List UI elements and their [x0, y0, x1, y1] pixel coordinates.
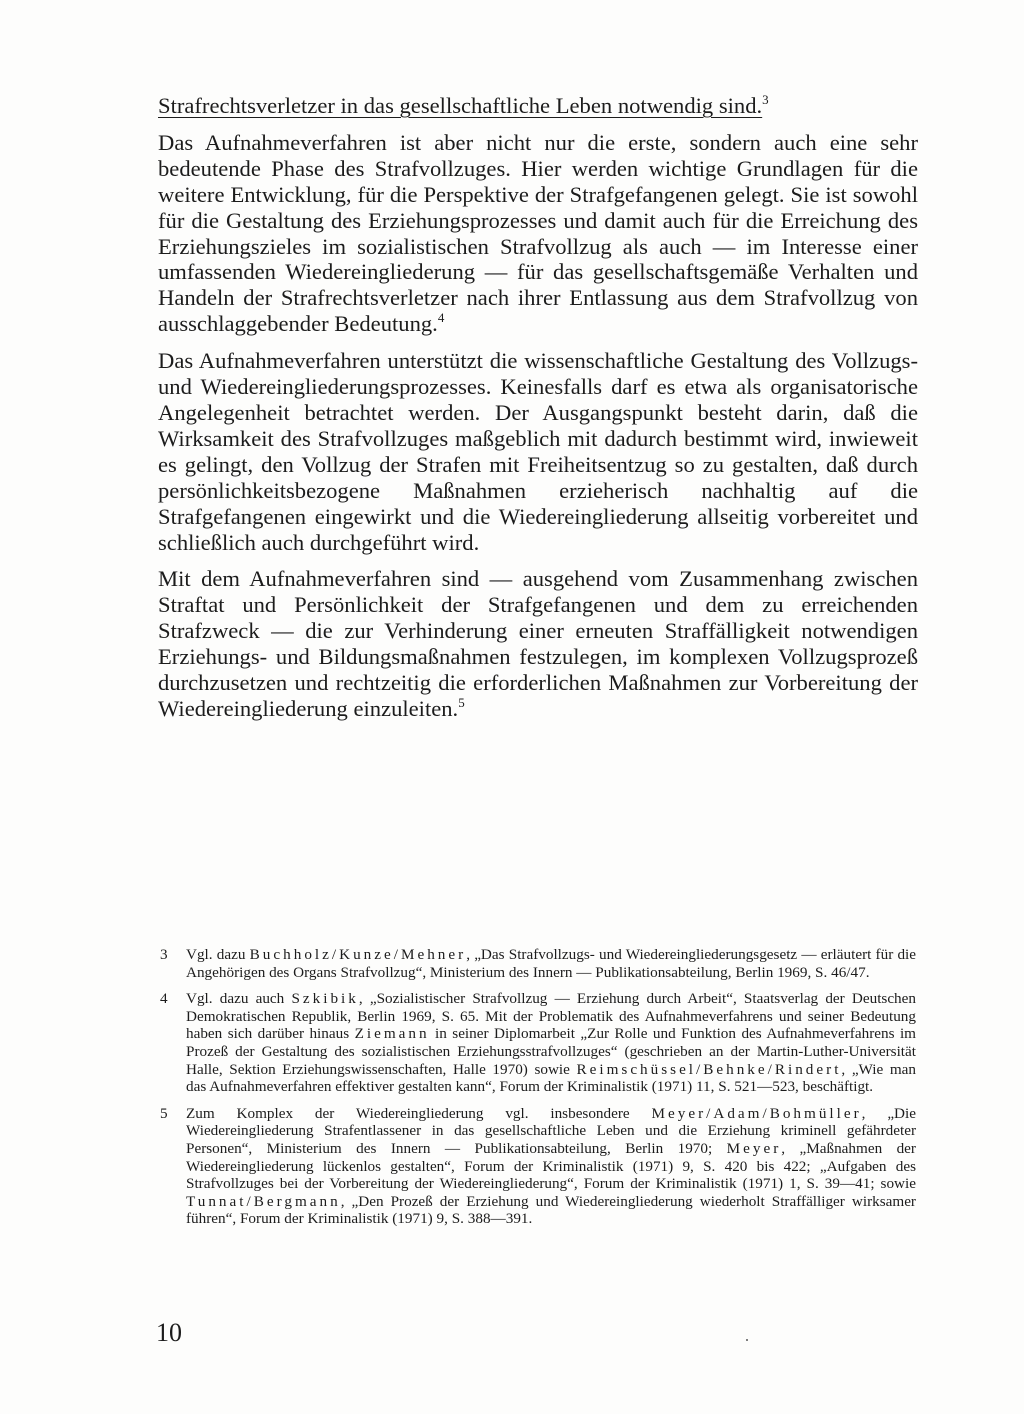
- stray-mark: [746, 1339, 748, 1341]
- paragraph-1-text: Strafrechtsverletzer in das gesellschaftliche Leben notwendig sind.: [158, 93, 763, 118]
- footnote-authors: Szkibik: [291, 990, 359, 1008]
- footnote-authors: Tunnat/Bergmann: [186, 1192, 341, 1210]
- footnote-text: in seiner Diplomarbeit „Zur Rolle und Funktion des Aufnahmeverfahrens im Prozeß der Gestaltung des sozialistischen Erziehungsstrafvollzuges“ (geschrieben an der Martin-Luther-Universität Halle, Sektion Erziehungswissenschaften, Halle 1970) sowie: [186, 1025, 916, 1078]
- footnote-authors: Meyer: [726, 1139, 782, 1157]
- footnote-text: , „Den Prozeß der Erziehung und Wiedereingliederung wiederholt Straffälliger wirksamer führen“, Forum der Kriminalistik (1971) 9, S. 388—391.: [186, 1192, 916, 1228]
- paragraph-3-text: Das Aufnahmeverfahren unterstützt die wissenschaftliche Gestaltung des Vollzugs- und Wiedereingliederungsprozesses. Keinesfalls darf es etwa als organisatorische Angelegenheit betrachtet werden. Der Ausgangspunkt besteht darin, daß die Wirksamkeit des Strafvollzuges maßgeblich mit dadurch bestimmt wird, inwieweit es gelingt, den Vollzug der Strafen mit Freiheitsentzug so zu gestalten, daß durch persönlichkeitsbezogene Maßnahmen erzieherisch nachhaltig auf die Strafgefangenen eingewirkt und die Wiedereingliederung allseitig vorbereitet und schließlich auch durchgeführt wird.: [158, 348, 918, 555]
- footnote-text: , „Wie man das Aufnahmeverfahren effektiver gestalten kann“, Forum der Kriminalistik (1971) 11, S. 521—523, beschäftigt.: [186, 1060, 916, 1096]
- footnote-ref-4: 4: [437, 310, 445, 326]
- footnote-authors: Meyer/Adam/Bohmüller: [651, 1104, 862, 1122]
- footnote-3: [160, 946, 916, 981]
- footnote-text: , „Maßnahmen der Wiedereingliederung lückenlos gestalten“, Forum der Kriminalistik (1971) 9, S. 420 bis 422; „Aufgaben des Strafvollzuges bei der Vorbereitung der Wiedereingliederung“, Forum der Kriminalistik (1971) 1, S. 39—41; sowie: [186, 1139, 916, 1193]
- footnotes: [160, 946, 916, 1237]
- footnote-text: Vgl. dazu: [186, 946, 250, 963]
- paragraph-2: [158, 130, 918, 337]
- footnote-5: [160, 1105, 916, 1228]
- paragraph-3: [158, 348, 918, 555]
- footnote-text: Zum Komplex der Wiedereingliederung vgl. insbesondere: [186, 1104, 652, 1122]
- footnote-number: 5: [160, 1104, 168, 1122]
- paragraph-2-text: Das Aufnahmeverfahren ist aber nicht nur die erste, sondern auch eine sehr bedeutende Phase des Strafvollzuges. Hier werden wichtige Grundlagen für die weitere Entwicklung, für die Perspektive der Strafgefangenen gelegt. Sie ist sowohl für die Gestaltung des Erziehungsprozesses und damit auch für die Erreichung des Erziehungszieles im sozialistischen Strafvollzug als auch — im Interesse einer umfassenden Wiedereingliederung — für das gesellschaftsgemäße Verhalten und Handeln der Strafrechtsverletzer nach ihrer Entlassung aus dem Strafvollzug von ausschlaggebender Bedeutung.: [158, 129, 918, 337]
- footnote-text: , „Das Strafvollzugs- und Wiedereingliederungsgesetz — erläutert für die Angehörigen des Organs Strafvollzug“, Ministerium des Innern — Publikationsabteilung, Berlin 1969, S. 46/47.: [186, 946, 917, 981]
- main-text: [158, 93, 918, 733]
- footnote-4: [160, 990, 916, 1096]
- footnote-text: , „Sozialistischer Strafvollzug — Erziehung durch Arbeit“, Staatsverlag der Deutschen Demokratischen Republik, Berlin 1969, S. 65. Mit der Problematik des Aufnahmeverfahrens und seiner Bedeutung haben sich darüber hinaus: [186, 990, 916, 1043]
- footnote-ref-3: 3: [762, 92, 769, 107]
- paragraph-4-text: Mit dem Aufnahmeverfahren sind — ausgehend vom Zusammenhang zwischen Straftat und Persönlichkeit der Strafgefangenen und dem zu erreichenden Strafzweck — die zur Verhinderung einer erneuten Straffälligkeit notwendigen Erziehungs- und Bildungsmaßnahmen festzulegen, im komplexen Vollzugsprozeß durchzusetzen und rechtzeitig die erforderlichen Maßnahmen zur Vorbereitung der Wiedereingliederung einzuleiten.: [158, 566, 918, 721]
- paragraph-1: [158, 93, 918, 119]
- footnote-ref-5: 5: [458, 694, 465, 710]
- footnote-number: 3: [160, 946, 168, 963]
- footnote-number: 4: [160, 990, 168, 1008]
- footnote-authors: Reimschüssel/Behnke/Rindert: [576, 1060, 842, 1078]
- footnote-text: Vgl. dazu auch: [186, 990, 292, 1008]
- footnote-authors: Buchholz/Kunze/Mehner: [249, 946, 467, 963]
- paragraph-4: [158, 566, 918, 721]
- footnote-authors: Ziemann: [354, 1025, 430, 1043]
- page-number: 10: [156, 1318, 182, 1347]
- footnote-text: , „Die Wiedereingliederung Strafentlassener in das gesellschaftliche Leben und die Erziehung kriminell gefährdeter Personen“, Ministerium des Innern — Publikationsabteilung, Berlin 1970;: [186, 1104, 916, 1157]
